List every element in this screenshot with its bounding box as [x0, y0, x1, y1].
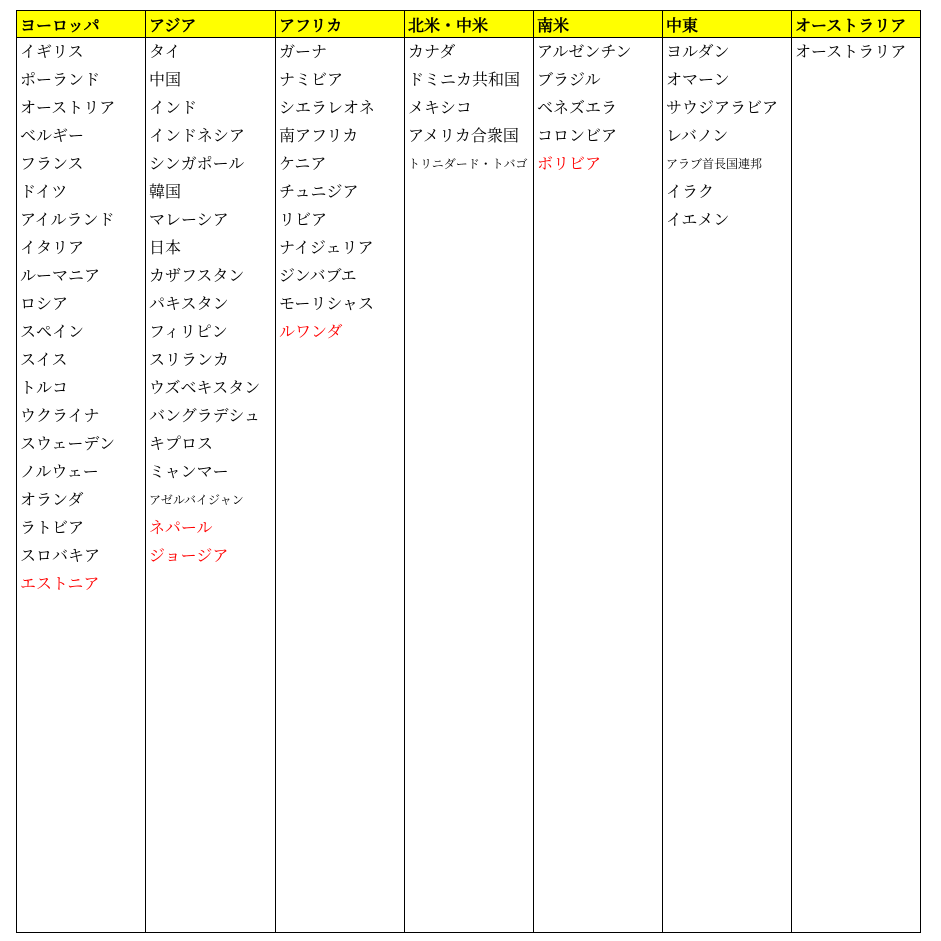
country-item: ミャンマー: [149, 462, 229, 481]
country-item: ジョージア: [149, 546, 229, 565]
country-item: タイ: [149, 42, 181, 61]
country-item: スロバキア: [20, 546, 101, 565]
country-item: ノルウェー: [20, 462, 99, 481]
country-item: ポーランド: [20, 70, 101, 89]
country-item: 韓国: [149, 182, 182, 201]
country-item: フィリピン: [149, 322, 228, 341]
country-item: トリニダード・トバゴ: [408, 157, 528, 171]
country-column-south-america: [534, 38, 663, 933]
region-header-south-america: 南米: [534, 11, 663, 38]
country-item: アラブ首長国連邦: [666, 157, 763, 171]
country-item: カナダ: [408, 42, 456, 61]
region-header-middle-east: 中東: [663, 11, 792, 38]
country-item: ケニア: [279, 154, 327, 173]
country-column-australia: [792, 38, 921, 933]
country-item: ナミビア: [279, 70, 344, 89]
country-item: アルゼンチン: [537, 42, 632, 61]
country-column-north-central-america: [405, 38, 534, 933]
region-header-asia: アジア: [146, 11, 276, 38]
country-item: 中国: [149, 70, 182, 89]
country-item: ウズベキスタン: [149, 378, 261, 397]
country-item: ルーマニア: [20, 266, 101, 285]
region-header-africa: アフリカ: [276, 11, 405, 38]
country-item: マレーシア: [149, 210, 229, 229]
country-item: ウクライナ: [20, 406, 100, 425]
country-item: 南アフリカ: [279, 126, 359, 145]
country-item: ネパール: [149, 518, 213, 537]
country-item: インド: [149, 98, 198, 117]
country-item: ルワンダ: [279, 322, 343, 341]
country-item: バングラデシュ: [149, 406, 261, 425]
country-item: スウェーデン: [20, 434, 116, 453]
country-item: ベネズエラ: [537, 98, 618, 117]
country-item: イエメン: [666, 210, 730, 229]
country-item: オーストリア: [20, 98, 116, 117]
country-item: パキスタン: [149, 294, 229, 313]
country-item: ラトビア: [20, 518, 85, 537]
country-item: フランス: [20, 154, 84, 173]
country-item: ナイジェリア: [279, 238, 374, 257]
country-row: [17, 38, 921, 933]
country-column-africa: [276, 38, 405, 933]
country-item: シエラレオネ: [279, 98, 375, 117]
country-item: レバノン: [666, 126, 729, 145]
country-column-middle-east: [663, 38, 792, 933]
country-item: ヨルダン: [666, 42, 730, 61]
country-item: チュニジア: [279, 182, 359, 201]
country-item: スイス: [20, 350, 68, 369]
country-item: カザフスタン: [149, 266, 245, 285]
country-item: アメリカ合衆国: [408, 126, 519, 145]
country-item: シンガポール: [149, 154, 245, 173]
country-item: メキシコ: [408, 98, 472, 117]
country-column-europe: [17, 38, 146, 933]
country-item: オランダ: [20, 490, 84, 509]
country-item: アゼルバイジャン: [149, 493, 244, 507]
country-item: スリランカ: [149, 350, 230, 369]
region-header-north-central-america: 北米・中米: [405, 11, 534, 38]
country-item: イギリス: [20, 42, 84, 61]
country-column-asia: [146, 38, 276, 933]
country-item: オマーン: [666, 70, 730, 89]
header-row: [17, 11, 921, 38]
country-item: 日本: [149, 238, 182, 257]
country-item: ベルギー: [20, 126, 85, 145]
country-item: スペイン: [20, 322, 85, 341]
country-item: オーストラリア: [795, 42, 907, 61]
country-item: コロンビア: [537, 126, 618, 145]
region-header-europe: ヨーロッパ: [17, 11, 146, 38]
country-item: ドミニカ共和国: [408, 70, 521, 89]
country-item: モーリシャス: [279, 294, 375, 313]
country-item: リビア: [279, 210, 328, 229]
country-item: サウジアラビア: [666, 98, 779, 117]
country-item: インドネシア: [149, 126, 245, 145]
country-item: イラク: [666, 182, 715, 201]
region-header-australia: オーストラリア: [792, 11, 921, 38]
country-item: ロシア: [20, 294, 69, 313]
country-item: ボリビア: [537, 154, 602, 173]
country-item: トルコ: [20, 378, 69, 397]
country-item: キプロス: [149, 434, 214, 453]
country-item: ドイツ: [20, 182, 68, 201]
country-item: アイルランド: [20, 210, 115, 229]
region-country-table: [16, 10, 921, 933]
country-item: イタリア: [20, 238, 85, 257]
country-item: ガーナ: [279, 42, 328, 61]
country-item: ジンバブエ: [279, 266, 357, 285]
country-item: エストニア: [20, 574, 100, 593]
country-item: ブラジル: [537, 70, 601, 89]
